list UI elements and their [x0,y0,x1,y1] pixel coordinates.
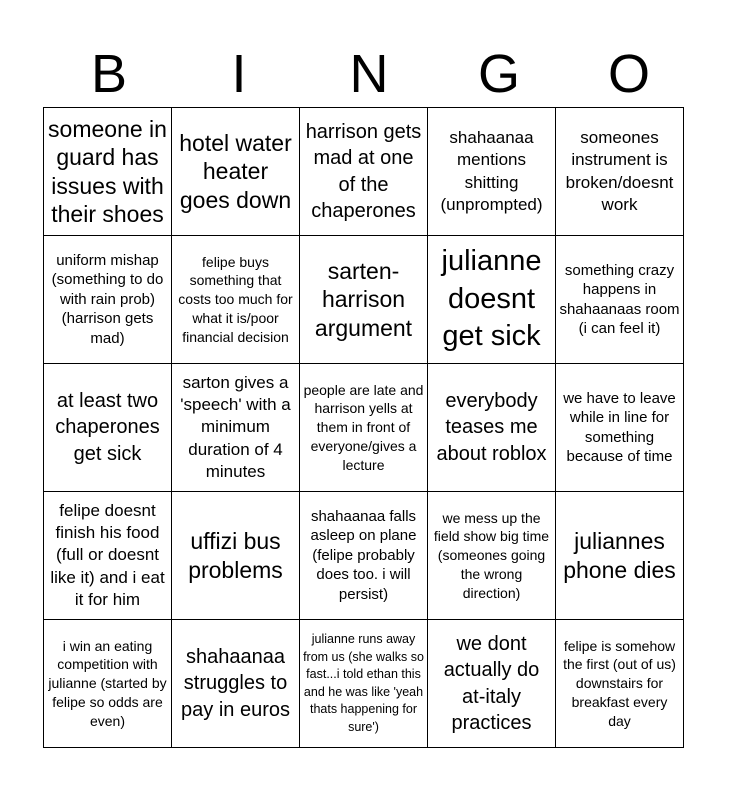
square-text: someone in guard has issues with their shoes [48,116,167,227]
square-text: felipe buys something that costs too much for what it is/poor financial decision [178,253,293,345]
bingo-square[interactable] [556,108,684,236]
bingo-square[interactable] [300,108,428,236]
square-text: shahaanaa struggles to pay in euros [181,645,290,721]
bingo-square[interactable] [428,492,556,620]
square-text: i win an eating competition with julianne (started by felipe so odds are even) [48,637,167,729]
square-text: we dont actually do at-italy practices [443,632,540,734]
bingo-square[interactable] [428,236,556,364]
bingo-square[interactable] [172,108,300,236]
square-text: shahaanaa falls asleep on plane (felipe probably does too. i will persist) [310,507,417,603]
square-text: sarton gives a 'speech' with a minimum duration of 4 minutes [180,373,291,481]
bingo-square[interactable] [428,108,556,236]
square-text: sarten-harrison argument [314,258,413,341]
square-text: people are late and harrison yells at them in front of everyone/gives a lecture [303,381,424,473]
title-letter-b: B [90,44,128,104]
bingo-square[interactable] [44,236,172,364]
bingo-square[interactable] [428,364,556,492]
bingo-square[interactable] [172,492,300,620]
title-letter-o: O [607,44,650,104]
bingo-title [44,42,694,106]
bingo-square[interactable] [556,364,684,492]
bingo-square[interactable] [300,620,428,748]
square-text: julianne doesnt get sick [441,244,542,353]
board-row [44,492,684,620]
bingo-square[interactable] [428,620,556,748]
title-letter-g: G [477,44,520,104]
square-text: someones instrument is broken/doesnt work [565,128,674,214]
board-row [44,108,684,236]
bingo-square[interactable] [44,364,172,492]
title-letter-n: N [349,44,389,104]
square-text: uffizi bus problems [188,528,283,583]
board-row [44,364,684,492]
square-text: we have to leave while in line for something because of time [563,389,676,465]
square-text: everybody teases me about roblox [436,389,547,465]
bingo-square[interactable] [172,620,300,748]
square-text: julianne runs away from us (she walks so fast...i told ethan this and he was like 'yeah thats happening for sure') [303,632,424,734]
bingo-square[interactable] [300,236,428,364]
bingo-square[interactable] [172,364,300,492]
board-row [44,620,684,748]
bingo-square[interactable] [300,492,428,620]
bingo-square[interactable] [172,236,300,364]
bingo-square[interactable] [44,620,172,748]
bingo-square[interactable] [556,492,684,620]
title-letter-i: I [231,44,247,104]
square-text: harrison gets mad at one of the chaperones [305,120,422,222]
square-text: we mess up the field show big time (someones going the wrong direction) [433,509,550,601]
bingo-square[interactable] [556,620,684,748]
bingo-square[interactable] [300,364,428,492]
bingo-board [43,107,684,748]
square-text: something crazy happens in shahaanaas room (i can feel it) [559,261,680,337]
bingo-square[interactable] [44,108,172,236]
bingo-square[interactable] [44,492,172,620]
bingo-square[interactable] [556,236,684,364]
square-text: juliannes phone dies [563,528,676,583]
square-text: shahaanaa mentions shitting (unprompted) [440,128,543,214]
square-text: felipe doesnt finish his food (full or doesnt like it) and i eat it for him [50,501,165,609]
square-text: hotel water heater goes down [179,130,292,213]
square-text: uniform mishap (something to do with rain prob) (harrison gets mad) [51,251,164,347]
square-text: at least two chaperones get sick [55,389,160,465]
board-row [44,236,684,364]
square-text: felipe is somehow the first (out of us) downstairs for breakfast every day [563,637,676,729]
